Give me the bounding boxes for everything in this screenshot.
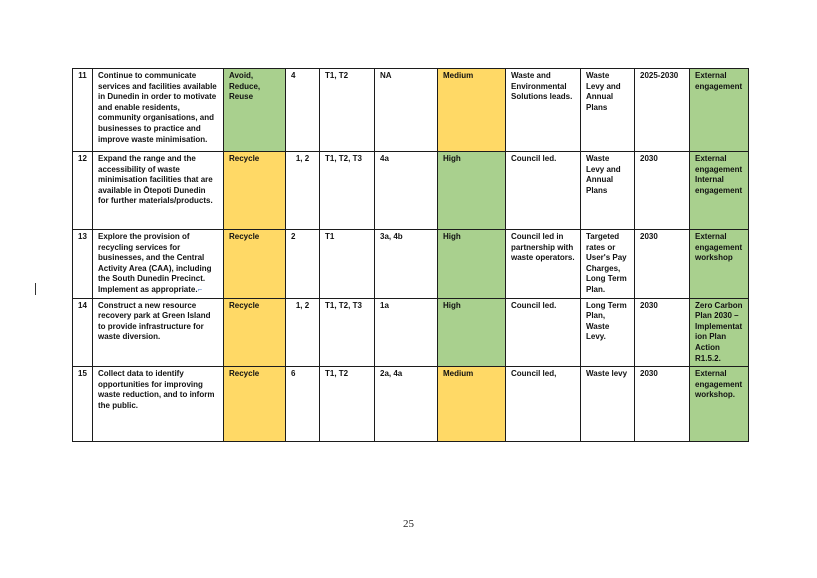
lead-cell: Council led, — [506, 367, 581, 442]
action-description: Continue to communicate services and facilities available in Dunedin in order to motivate and enable residents, community organisations, and businesses to practice and improve waste minimisation. — [93, 69, 224, 152]
priority-cell: High — [438, 298, 506, 367]
edit-mark-icon: ⌐ — [197, 284, 203, 294]
option-cell: 2a, 4a — [375, 367, 438, 442]
option-cell: 3a, 4b — [375, 230, 438, 299]
objective-cell: 2 — [286, 230, 320, 299]
funding-cell: Waste Levy and Annual Plans — [581, 152, 635, 230]
objective-cell: 1, 2 — [286, 298, 320, 367]
table-row — [73, 152, 749, 230]
action-description: Construct a new resource recovery park at Green Island to provide infrastructure for waste diversion. — [93, 298, 224, 367]
funding-cell: Waste levy — [581, 367, 635, 442]
table-row — [73, 298, 749, 367]
row-number: 12 — [73, 152, 93, 230]
action-plan-table — [72, 68, 749, 442]
action-description — [93, 230, 224, 299]
source-cell: External engagement Internal engagement — [690, 152, 749, 230]
waste-hierarchy-cell: Recycle — [224, 152, 286, 230]
funding-cell: Targeted rates or User's Pay Charges, Long Term Plan. — [581, 230, 635, 299]
priority-cell: Medium — [438, 69, 506, 152]
lead-cell: Council led. — [506, 152, 581, 230]
page-number: 25 — [403, 518, 414, 530]
targets-cell: T1, T2, T3 — [320, 298, 375, 367]
table-row — [73, 69, 749, 152]
option-cell: 1a — [375, 298, 438, 367]
lead-cell: Waste and Environmental Solutions leads. — [506, 69, 581, 152]
timeframe-cell: 2030 — [635, 298, 690, 367]
action-description: Expand the range and the accessibility of waste minimisation facilities that are available in Ōtepoti Dunedin for further materials/products. — [93, 152, 224, 230]
source-cell: External engagement workshop. — [690, 367, 749, 442]
objective-cell: 6 — [286, 367, 320, 442]
targets-cell: T1 — [320, 230, 375, 299]
targets-cell: T1, T2 — [320, 367, 375, 442]
table-row — [73, 230, 749, 299]
funding-cell: Waste Levy and Annual Plans — [581, 69, 635, 152]
option-cell: NA — [375, 69, 438, 152]
row-number: 14 — [73, 298, 93, 367]
timeframe-cell: 2030 — [635, 152, 690, 230]
waste-hierarchy-cell: Avoid, Reduce, Reuse — [224, 69, 286, 152]
waste-hierarchy-cell: Recycle — [224, 298, 286, 367]
waste-hierarchy-cell: Recycle — [224, 230, 286, 299]
priority-cell: High — [438, 152, 506, 230]
row-number: 13 — [73, 230, 93, 299]
action-description: Collect data to identify opportunities for improving waste reduction, and to inform the public. — [93, 367, 224, 442]
timeframe-cell: 2030 — [635, 230, 690, 299]
row-number: 15 — [73, 367, 93, 442]
objective-cell: 4 — [286, 69, 320, 152]
timeframe-cell: 2030 — [635, 367, 690, 442]
table-row — [73, 367, 749, 442]
table-body — [73, 69, 749, 442]
source-cell: External engagement workshop — [690, 230, 749, 299]
row-number: 11 — [73, 69, 93, 152]
timeframe-cell: 2025-2030 — [635, 69, 690, 152]
funding-cell: Long Term Plan, Waste Levy. — [581, 298, 635, 367]
lead-cell: Council led in partnership with waste operators. — [506, 230, 581, 299]
text-cursor — [35, 283, 36, 295]
waste-hierarchy-cell: Recycle — [224, 367, 286, 442]
lead-cell: Council led. — [506, 298, 581, 367]
priority-cell: Medium — [438, 367, 506, 442]
source-cell: Zero Carbon Plan 2030 – Implementation Plan Action R1.5.2. — [690, 298, 749, 367]
source-cell: External engagement — [690, 69, 749, 152]
objective-cell: 1, 2 — [286, 152, 320, 230]
option-cell: 4a — [375, 152, 438, 230]
targets-cell: T1, T2, T3 — [320, 152, 375, 230]
targets-cell: T1, T2 — [320, 69, 375, 152]
priority-cell: High — [438, 230, 506, 299]
action-text: Explore the provision of recycling services for businesses, and the Central Activity Area (CAA), including the South Dunedin Precinct. Implement as appropriate. — [98, 232, 212, 294]
